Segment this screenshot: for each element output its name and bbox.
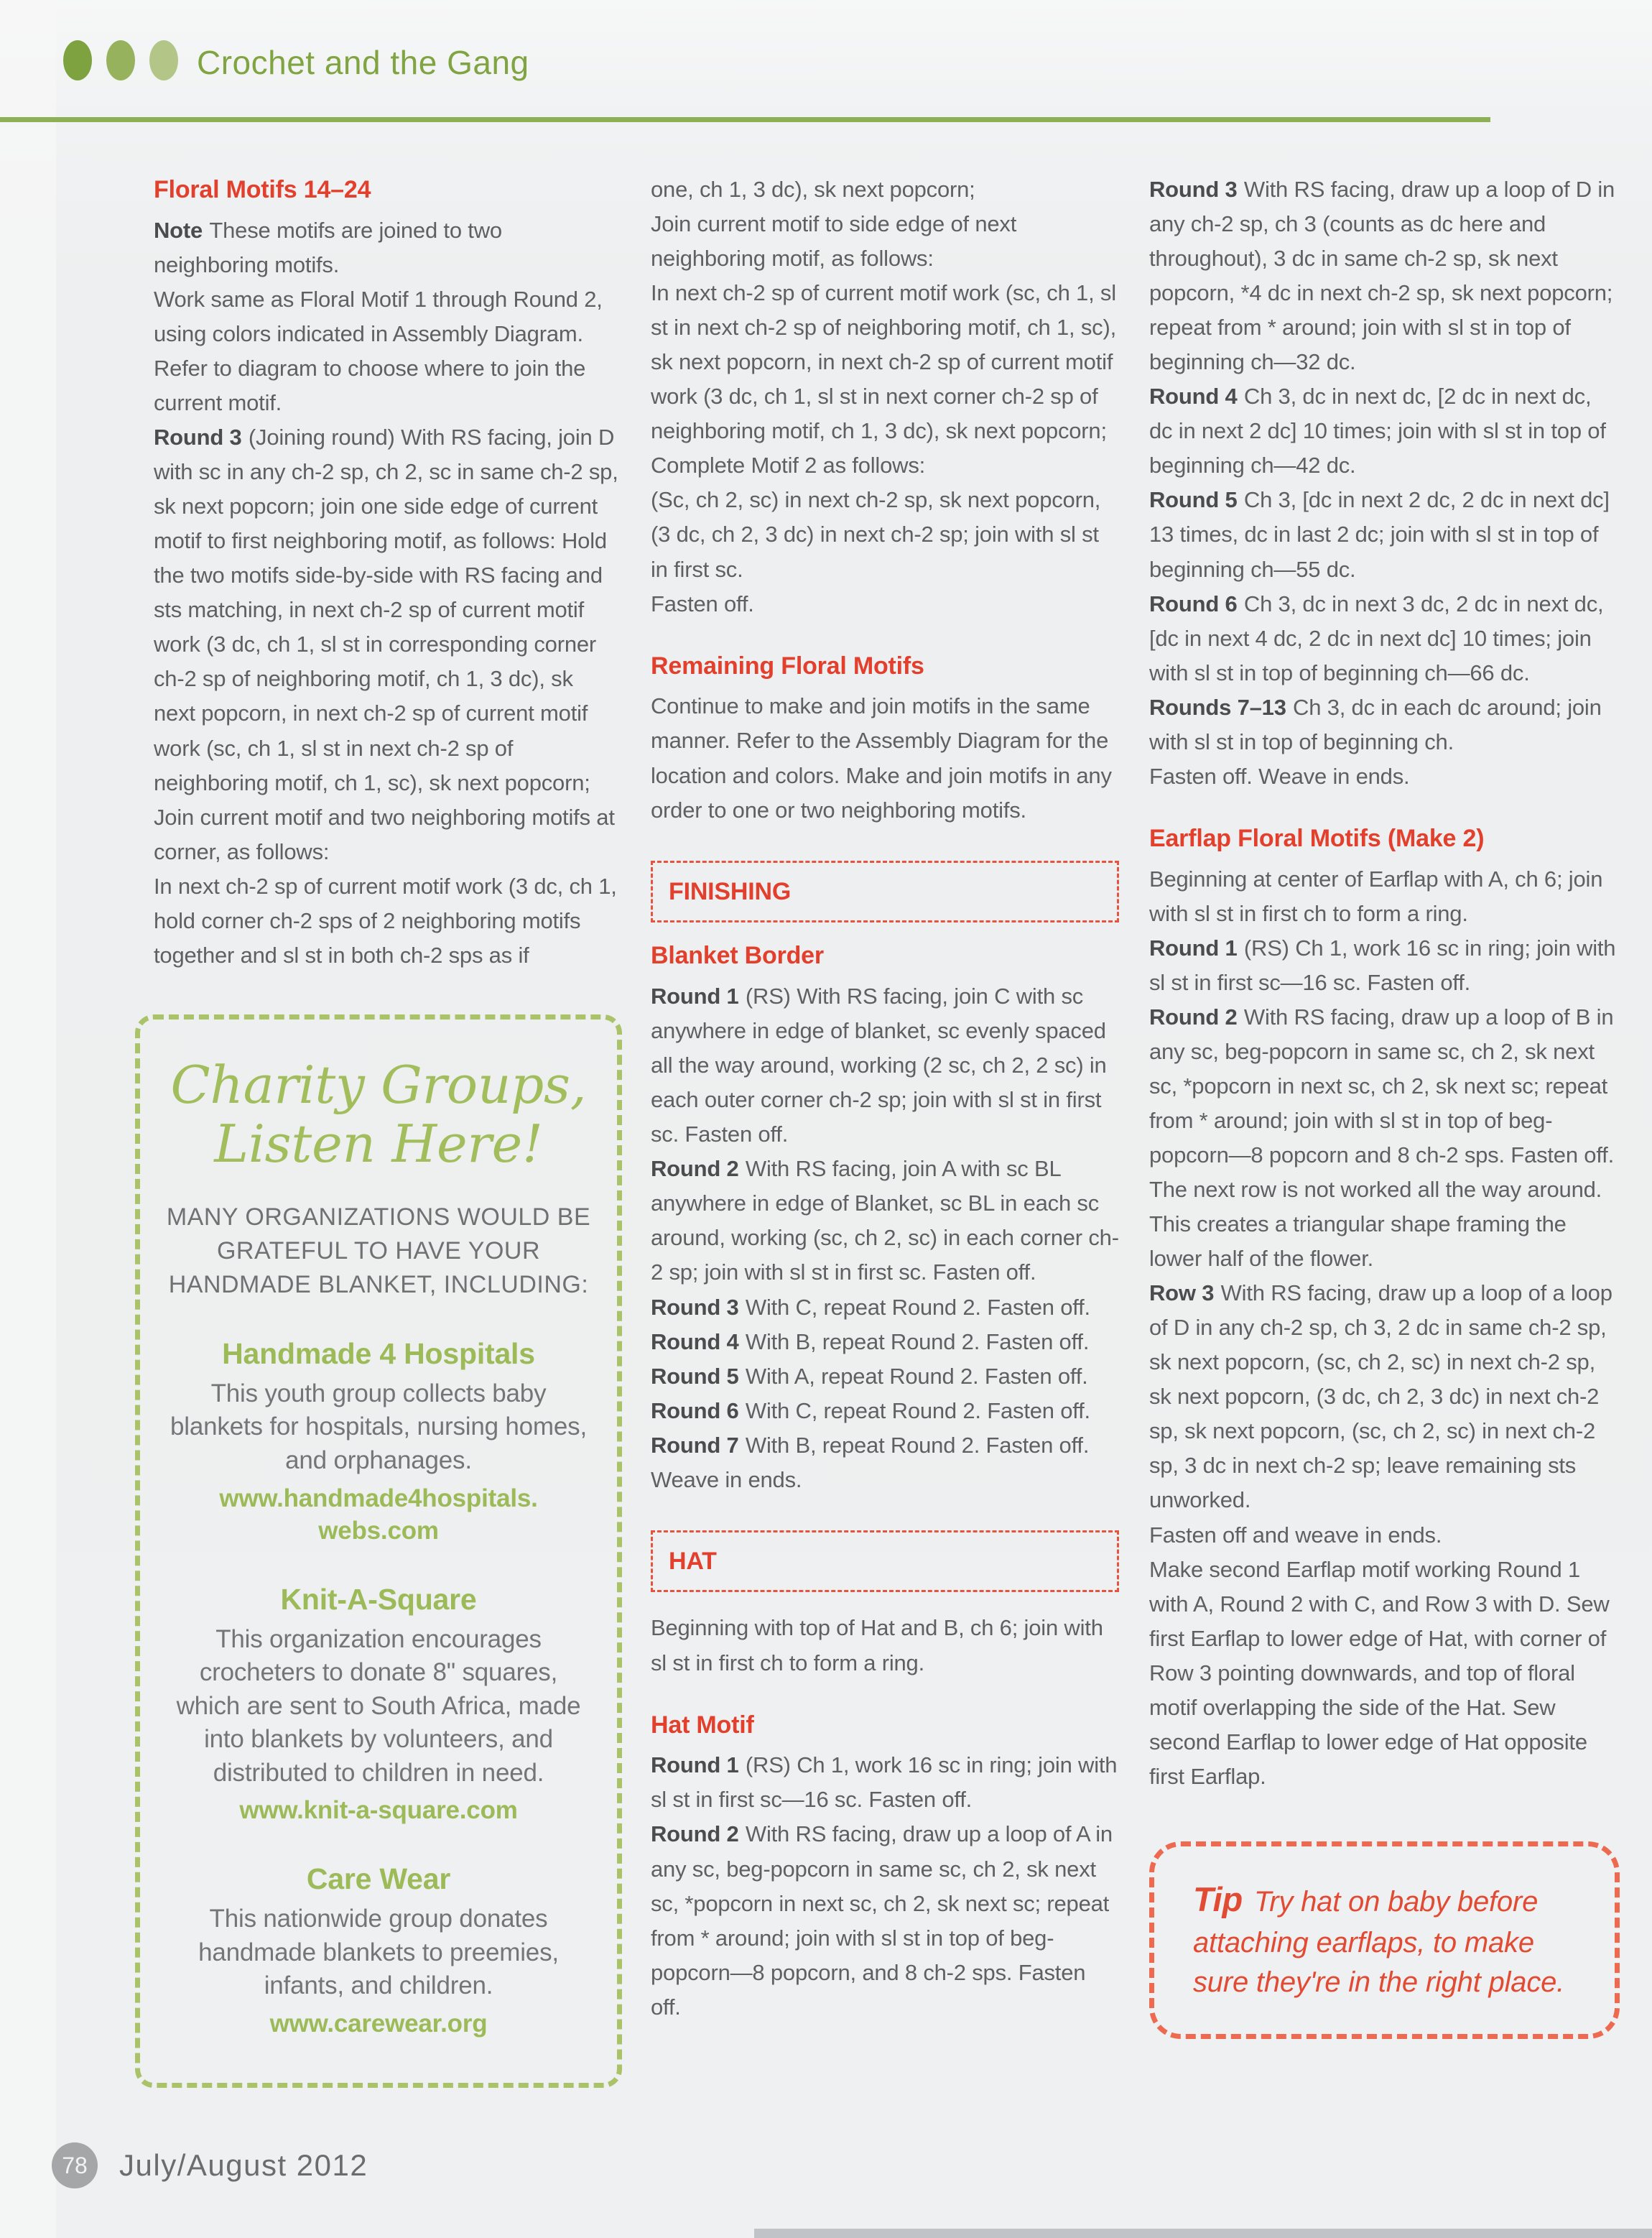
header-divider xyxy=(0,117,1490,122)
hat-section-label: HAT xyxy=(651,1530,1119,1593)
paragraph: Complete Motif 2 as follows: xyxy=(651,453,926,478)
paragraph: Round 3 (Joining round) With RS facing, join D with sc in any ch-2 sp, ch 2, sc in same ch-2 sp, sk next popcorn; join one side edge of current motif to first neighboring motif, as follows: Hold the two motifs side-by-side with RS facing and sts matching, in next ch-2 sp of current motif work (3 dc, ch 1, sl st in corresponding corner ch-2 sp of neighboring motif, ch 1, 3 dc), sk next popcorn, in next ch-2 sp of current motif work (sc, ch 1, sl st in next ch-2 sp of neighboring motif, ch 1, sc), sk next popcorn; xyxy=(154,425,618,795)
paragraph: Fasten off. Weave in ends. xyxy=(1149,763,1410,789)
section-heading-floral-motifs: Floral Motifs 14–24 xyxy=(154,176,371,203)
paragraph: The next row is not worked all the way around. This creates a triangular shape framing the lower half of the flower. xyxy=(1149,1177,1602,1272)
charity-org-name: Care Wear xyxy=(306,1862,451,1895)
column-middle xyxy=(651,172,1119,2025)
paragraph: (Sc, ch 2, sc) in next ch-2 sp, sk next popcorn, (3 dc, ch 2, 3 dc) in next ch-2 sp; join with sl st in first sc. xyxy=(651,487,1101,582)
charity-box-intro: MANY ORGANIZATIONS WOULD BE GRATEFUL TO HAVE YOUR HANDMADE BLANKET, INCLUDING: xyxy=(166,1203,591,1298)
paragraph: Round 5 Ch 3, [dc in next 2 dc, 2 dc in next dc] 13 times, dc in last 2 dc; join with sl st in top of beginning ch—55 dc. xyxy=(1149,487,1610,582)
paragraph: Make second Earflap motif working Round 1 with A, Round 2 with C, and Row 3 with D. Sew first Earflap to lower edge of Hat, with corner of Row 3 pointing downwards, and top of floral motif overlapping the side of the Hat. Sew second Earflap to lower edge of Hat opposite first Earflap. xyxy=(1149,1556,1610,1789)
column-left xyxy=(154,172,619,2088)
charity-org-url: www.handmade4hospitals. webs.com xyxy=(219,1484,538,1545)
paragraph: Round 5 With A, repeat Round 2. Fasten off. xyxy=(651,1363,1088,1389)
paragraph: Work same as Floral Motif 1 through Round 2, using colors indicated in Assembly Diagram. Refer to diagram to choose where to join the current motif. xyxy=(154,286,603,416)
charity-box-title: Charity Groups, Listen Here! xyxy=(170,1054,587,1174)
section-heading-blanket-border: Blanket Border xyxy=(651,942,824,970)
tip-text: Tip Try hat on baby before attaching earflaps, to make sure they're in the right place. xyxy=(1193,1879,1565,1998)
dot-icon xyxy=(63,40,92,80)
paragraph: Weave in ends. xyxy=(651,1466,802,1492)
paragraph: Round 2 With RS facing, draw up a loop of A in any sc, beg-popcorn in same sc, ch 2, sk next sc, *popcorn in next sc, ch 2, sk next sc; repeat from * around; join with sl st in top of beg-popcorn—8 popcorn, and 8 ch-2 sps. Fasten off. xyxy=(651,1821,1113,2020)
charity-org xyxy=(164,1862,593,2040)
page-footer xyxy=(52,2142,368,2188)
paragraph: Round 1 (RS) Ch 1, work 16 sc in ring; join with sl st in first sc—16 sc. Fasten off. xyxy=(1149,935,1616,995)
paragraph: In next ch-2 sp of current motif work (sc, ch 1, sl st in next ch-2 sp of neighboring motif, ch 1, sc), sk next popcorn, in next ch-2 sp of current motif work (3 dc, ch 1, sl st in next corner ch-2 sp of neighboring motif, ch 1, 3 dc), sk next popcorn; xyxy=(651,280,1117,444)
paragraph: Round 6 Ch 3, dc in next 3 dc, 2 dc in next dc, [dc in next 4 dc, 2 dc in next dc] 10 times; join with sl st in top of beginning ch—66 dc. xyxy=(1149,591,1604,685)
charity-org xyxy=(164,1582,593,1827)
paragraph: Round 2 With RS facing, draw up a loop of B in any sc, beg-popcorn in same sc, ch 2, sk next sc, *popcorn in next sc, ch 2, sk next sc; repeat from * around; join with sl st in top of beg-popcorn—8 popcorn and 8 ch-2 sps. Fasten off. xyxy=(1149,1004,1614,1168)
section-heading-earflap-floral-motifs: Earflap Floral Motifs (Make 2) xyxy=(1149,824,1485,852)
paragraph: Note These motifs are joined to two neighboring motifs. xyxy=(154,217,502,277)
charity-org-url: www.carewear.org xyxy=(269,2009,488,2038)
dot-icon xyxy=(149,40,178,80)
paragraph: Beginning at center of Earflap with A, ch 6; join with sl st in first ch to form a ring. xyxy=(1149,866,1603,926)
paragraph: Continue to make and join motifs in the same manner. Refer to the Assembly Diagram for the location and colors. Make and join motifs in any order to one or two neighboring motifs. xyxy=(651,693,1112,823)
page-left-margin xyxy=(0,0,56,2238)
issue-date: July/August 2012 xyxy=(119,2148,368,2182)
column-right xyxy=(1149,172,1620,2039)
page-number-badge: 78 xyxy=(52,2142,98,2188)
dot-icon xyxy=(106,40,135,80)
charity-org-description: This nationwide group donates handmade blankets to preemies, infants, and children. xyxy=(198,1905,559,2000)
paragraph: Round 7 With B, repeat Round 2. Fasten off. xyxy=(651,1432,1090,1458)
page-bottom-edge xyxy=(754,2229,1652,2238)
paragraph: Round 6 With C, repeat Round 2. Fasten off. xyxy=(651,1397,1090,1423)
charity-org-url: www.knit-a-square.com xyxy=(239,1796,518,1825)
paragraph: Round 4 With B, repeat Round 2. Fasten off. xyxy=(651,1328,1090,1354)
paragraph: Beginning with top of Hat and B, ch 6; join with sl st in first ch to form a ring. xyxy=(651,1615,1103,1675)
paragraph: Round 3 With C, repeat Round 2. Fasten off. xyxy=(651,1294,1090,1320)
charity-org xyxy=(164,1336,593,1548)
paragraph: Round 3 With RS facing, draw up a loop of D in any ch-2 sp, ch 3 (counts as dc here and throughout), 3 dc in same ch-2 sp, sk next popcorn, *4 dc in next ch-2 sp, sk next popcorn; repeat from * around; join with sl st in top of beginning ch—32 dc. xyxy=(1149,177,1615,375)
charity-org-description: This youth group collects baby blankets for hospitals, nursing homes, and orphanages. xyxy=(170,1379,587,1474)
tip-label: Tip xyxy=(1193,1879,1243,1918)
charity-org-name: Handmade 4 Hospitals xyxy=(222,1336,535,1370)
paragraph: Row 3 With RS facing, draw up a loop of a loop of D in any ch-2 sp, ch 3, 2 dc in same ch-2 sp, sk next popcorn, (sc, ch 2, sc) in next ch-2 sp, sk next popcorn, (3 dc, ch 2, 3 dc) in next ch-2 sp, sk next popcorn, (sc, ch 2, sc) in next ch-2 sp, 3 dc in next ch-2 sp; leave remaining sts unworked. xyxy=(1149,1280,1612,1513)
paragraph: Fasten off. xyxy=(651,591,754,616)
paragraph: Rounds 7–13 Ch 3, dc in each dc around; join with sl st in top of beginning ch. xyxy=(1149,694,1602,754)
paragraph: Round 4 Ch 3, dc in next dc, [2 dc in next dc, dc in next 2 dc] 10 times; join with sl st in top of beginning ch—42 dc. xyxy=(1149,384,1606,478)
paragraph: Round 1 (RS) Ch 1, work 16 sc in ring; join with sl st in first sc—16 sc. Fasten off. xyxy=(651,1752,1118,1813)
paragraph: Join current motif to side edge of next neighboring motif, as follows: xyxy=(651,211,1017,272)
paragraph: In next ch-2 sp of current motif work (3 dc, ch 1, hold corner ch-2 sps of 2 neighboring motifs together and sl st in both ch-2 sps as if xyxy=(154,873,617,968)
section-heading-hat-motif: Hat Motif xyxy=(651,1711,754,1739)
paragraph: Join current motif and two neighboring motifs at corner, as follows: xyxy=(154,804,615,864)
section-heading-remaining-floral-motifs: Remaining Floral Motifs xyxy=(651,652,924,680)
tip-callout-box xyxy=(1149,1841,1620,2039)
charity-sidebar-box xyxy=(135,1014,622,2088)
section-brand-title: Crochet and the Gang xyxy=(197,44,529,81)
paragraph: one, ch 1, 3 dc), sk next popcorn; xyxy=(651,177,975,202)
finishing-section-label: FINISHING xyxy=(651,861,1119,923)
charity-org-description: This organization encourages crocheters to donate 8" squares, which are sent to South Africa, made into blankets by volunteers, and distributed to children in need. xyxy=(176,1624,581,1787)
paragraph: Round 2 With RS facing, join A with sc BL anywhere in edge of Blanket, sc BL in each sc around, working (sc, ch 2, sc) in each corner ch-2 sp; join with sl st in first sc. Fasten off. xyxy=(651,1156,1119,1285)
charity-org-name: Knit-A-Square xyxy=(280,1582,477,1616)
paragraph: Round 1 (RS) With RS facing, join C with sc anywhere in edge of blanket, sc evenly spaced all the way around, working (2 sc, ch 2, 2 sc) in each outer corner ch-2 sp; join with sl st in first sc. Fasten off. xyxy=(651,984,1107,1147)
paragraph: Fasten off and weave in ends. xyxy=(1149,1522,1442,1548)
